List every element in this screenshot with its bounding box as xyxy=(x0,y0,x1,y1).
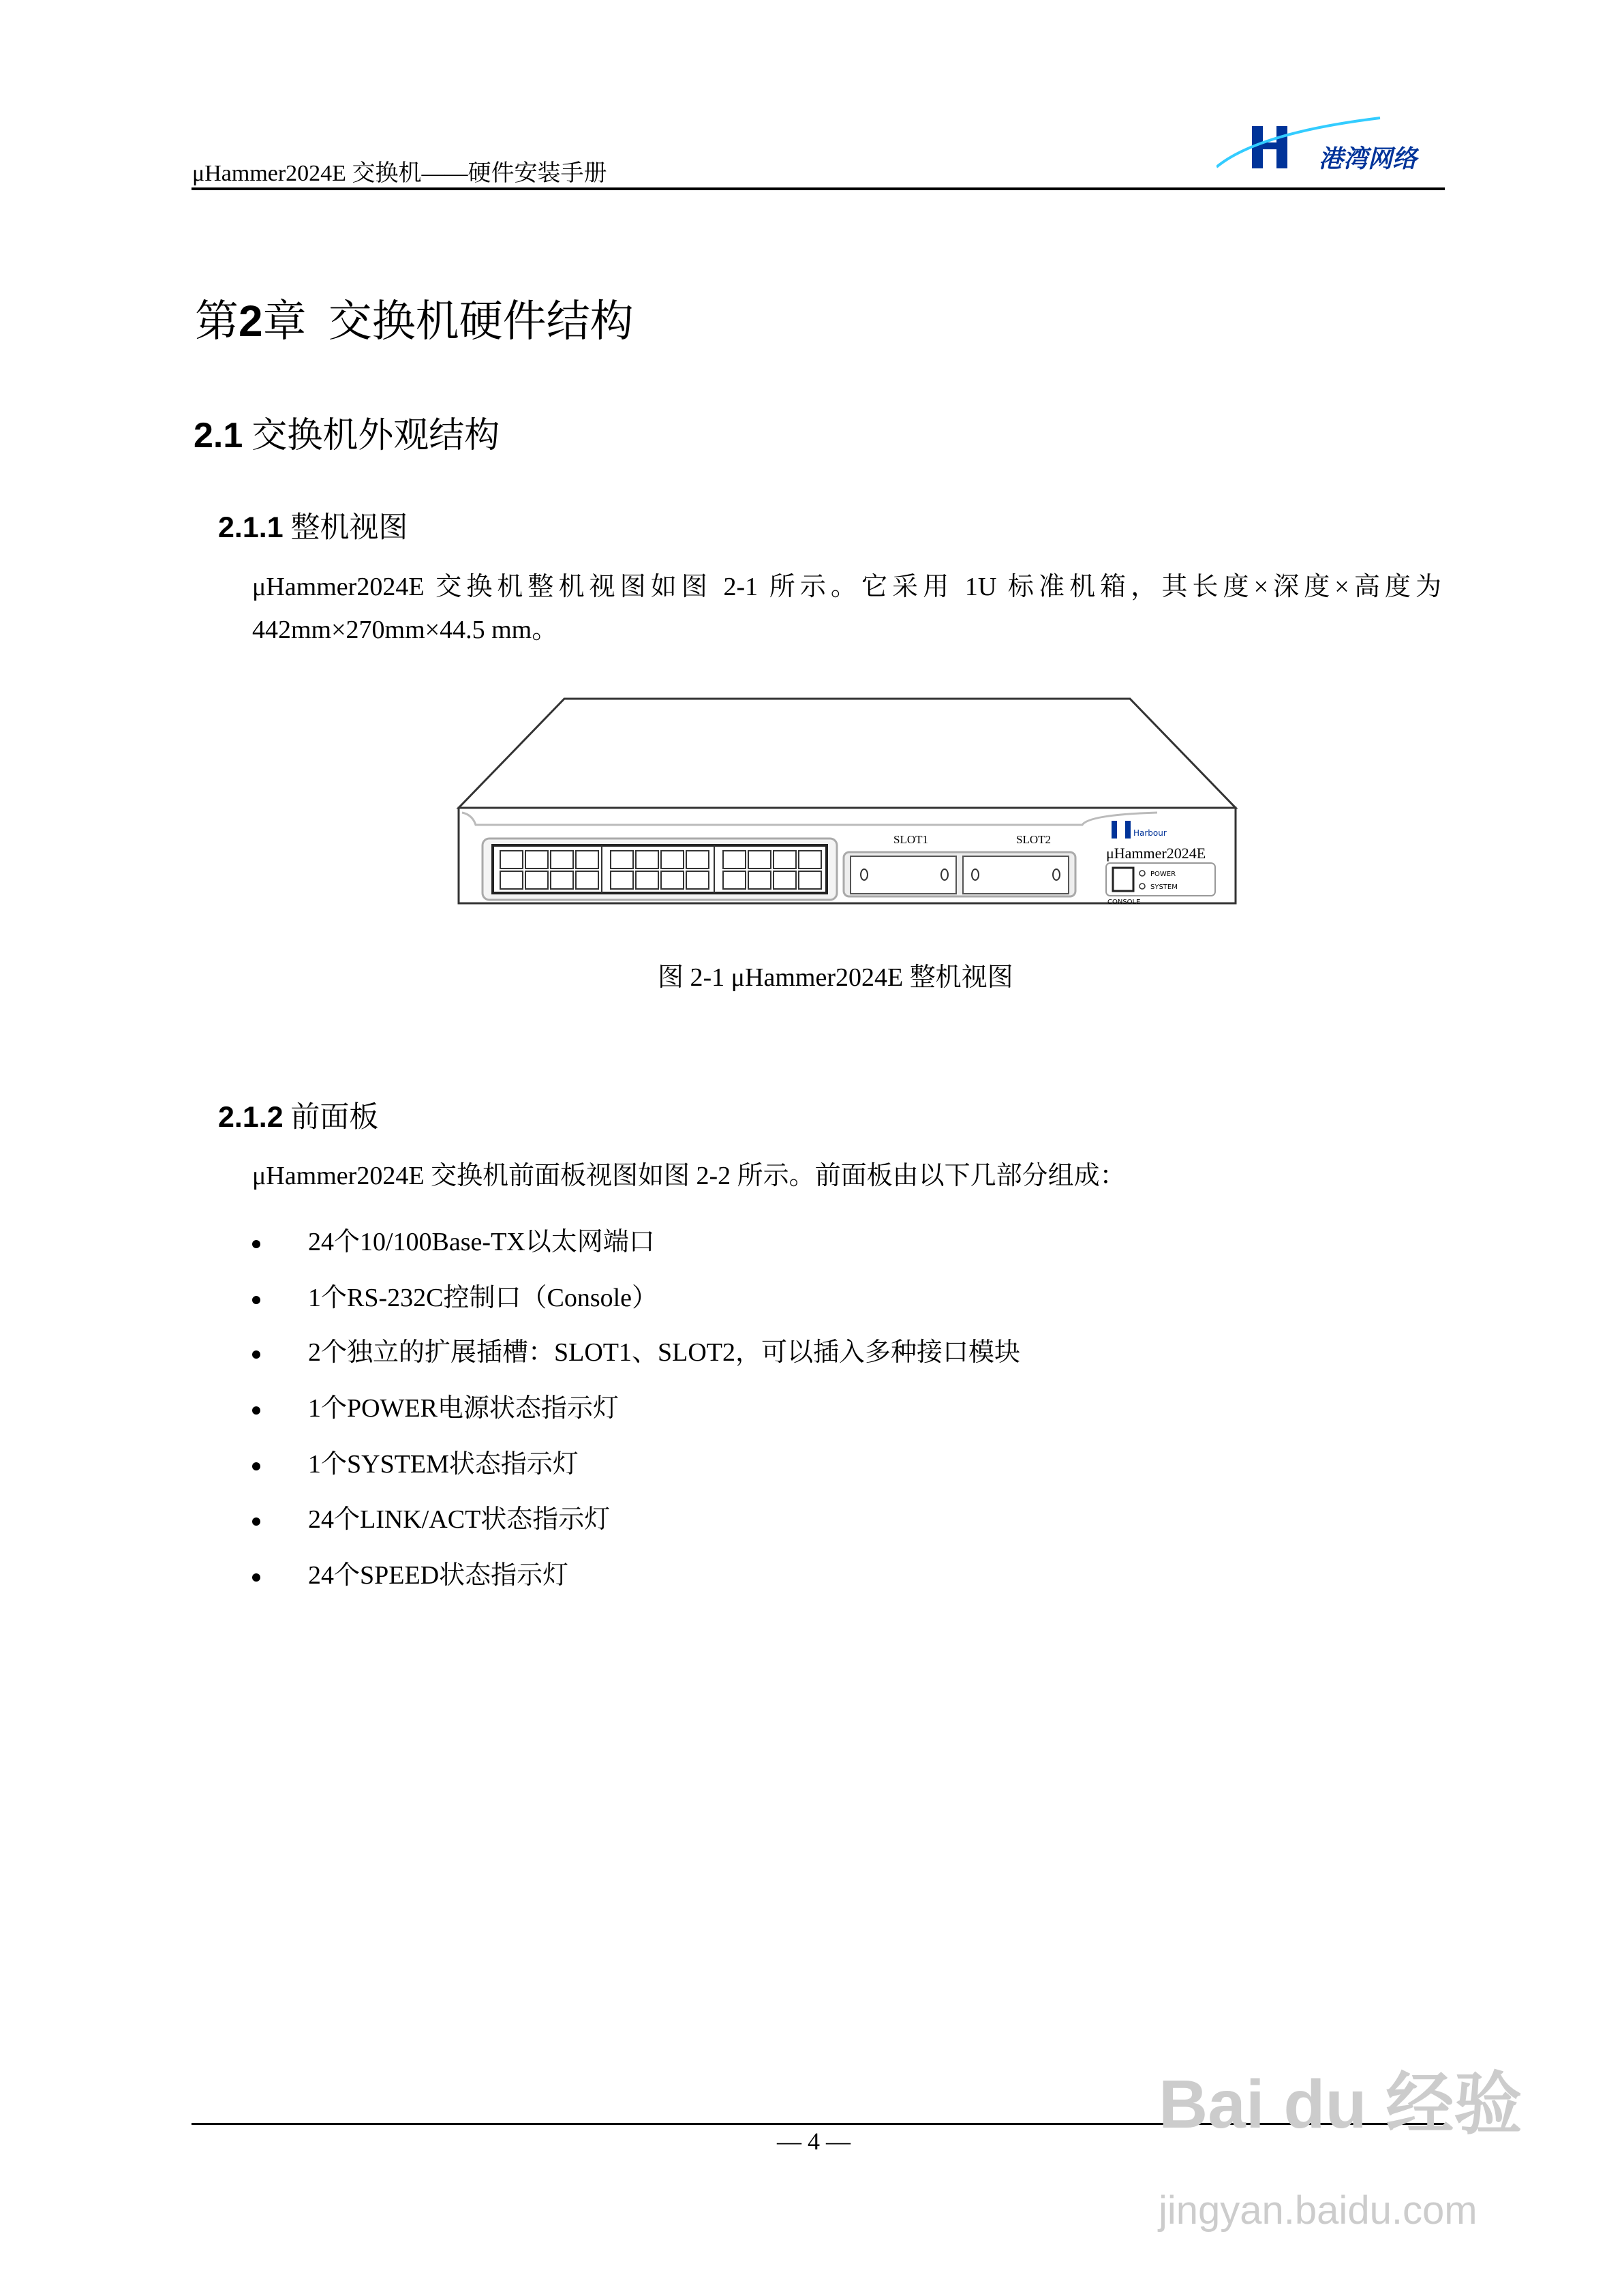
chapter-title: 第2章 交换机硬件结构 xyxy=(195,297,634,346)
subsection-heading-1: 2.1.1 整机视图 xyxy=(218,511,408,544)
logo-text: 港湾网络 xyxy=(1319,145,1418,173)
subsection-heading-2: 2.1.2 前面板 xyxy=(218,1101,379,1134)
ethernet-port xyxy=(611,851,633,868)
ethernet-port xyxy=(525,871,548,889)
paragraph-front-panel: μHammer2024E 交换机前面板视图如图 2-2 所示。前面板由以下几部分组成： xyxy=(252,1162,1126,1190)
ethernet-port xyxy=(611,871,633,889)
ethernet-port xyxy=(661,871,684,889)
ethernet-port xyxy=(774,871,796,889)
bullet-icon xyxy=(252,1296,260,1304)
ethernet-port xyxy=(576,851,598,868)
paragraph-overview: μHammer2024E 交换机整机视图如图 2-1 所示。它采用 1U 标准机箱，其长度×深度×高度为 442mm×270mm×44.5 mm。 xyxy=(252,573,1441,644)
ethernet-port xyxy=(576,871,598,889)
list-item-text: 24个SPEED状态指示灯 xyxy=(308,1561,569,1590)
ethernet-port xyxy=(551,851,573,868)
console-port xyxy=(1113,868,1133,891)
list-item xyxy=(252,1335,1020,1370)
list-item-text: 24个LINK/ACT状态指示灯 xyxy=(308,1505,611,1534)
bullet-icon xyxy=(252,1350,260,1359)
header-rule xyxy=(192,187,1445,190)
ethernet-port xyxy=(723,871,746,889)
ethernet-port xyxy=(636,871,658,889)
watermark-brand: Bai du 经验 xyxy=(1159,2066,1522,2143)
ethernet-port xyxy=(661,851,684,868)
list-item-text: 1个POWER电源状态指示灯 xyxy=(308,1394,619,1423)
switch-figure xyxy=(455,695,1239,907)
bullet-icon xyxy=(252,1462,260,1470)
ethernet-port xyxy=(723,851,746,868)
list-item-text: 2个独立的扩展插槽：SLOT1、SLOT2，可以插入多种接口模块 xyxy=(308,1338,1021,1367)
console-label: CONSOLE xyxy=(1107,898,1141,906)
system-label: SYSTEM xyxy=(1150,883,1178,891)
slot1-label: SLOT1 xyxy=(893,833,928,846)
list-item xyxy=(252,1281,658,1315)
slot2-label: SLOT2 xyxy=(1016,833,1051,846)
section-heading: 2.1 交换机外观结构 xyxy=(194,416,500,455)
ethernet-port xyxy=(799,871,821,889)
model-label: μHammer2024E xyxy=(1106,845,1206,862)
slot-panel xyxy=(844,833,1075,896)
power-label: POWER xyxy=(1150,871,1176,878)
ethernet-port xyxy=(525,851,548,868)
list-item xyxy=(252,1502,610,1537)
ethernet-port xyxy=(500,851,523,868)
ethernet-port xyxy=(500,871,523,889)
harbour-logo xyxy=(1216,112,1435,184)
list-item xyxy=(252,1391,619,1425)
bullet-icon xyxy=(252,1240,260,1248)
list-item-text: 24个10/100Base-TX以太网端口 xyxy=(308,1228,655,1256)
page-number: — 4 — xyxy=(777,2128,851,2155)
ethernet-port xyxy=(636,851,658,868)
list-item xyxy=(252,1558,568,1592)
figure-caption: 图 2-1 μHammer2024E 整机视图 xyxy=(658,963,1013,992)
ethernet-port xyxy=(551,871,573,889)
list-item xyxy=(252,1447,579,1481)
brand-label: Harbour xyxy=(1133,828,1167,838)
ethernet-port xyxy=(686,851,709,868)
ethernet-port xyxy=(686,871,709,889)
list-item-text: 1个RS-232C控制口（Console） xyxy=(308,1284,658,1312)
slot1 xyxy=(851,856,956,894)
bullet-icon xyxy=(252,1517,260,1526)
ethernet-port xyxy=(799,851,821,868)
watermark-url: jingyan.baidu.com xyxy=(1159,2188,1478,2233)
ethernet-port xyxy=(774,851,796,868)
ethernet-port xyxy=(748,851,771,868)
running-header: μHammer2024E 交换机——硬件安装手册 xyxy=(192,161,607,186)
ethernet-port xyxy=(748,871,771,889)
bullet-icon xyxy=(252,1573,260,1582)
list-item xyxy=(252,1225,655,1259)
bullet-icon xyxy=(252,1406,260,1415)
list-item-text: 1个SYSTEM状态指示灯 xyxy=(308,1450,579,1479)
